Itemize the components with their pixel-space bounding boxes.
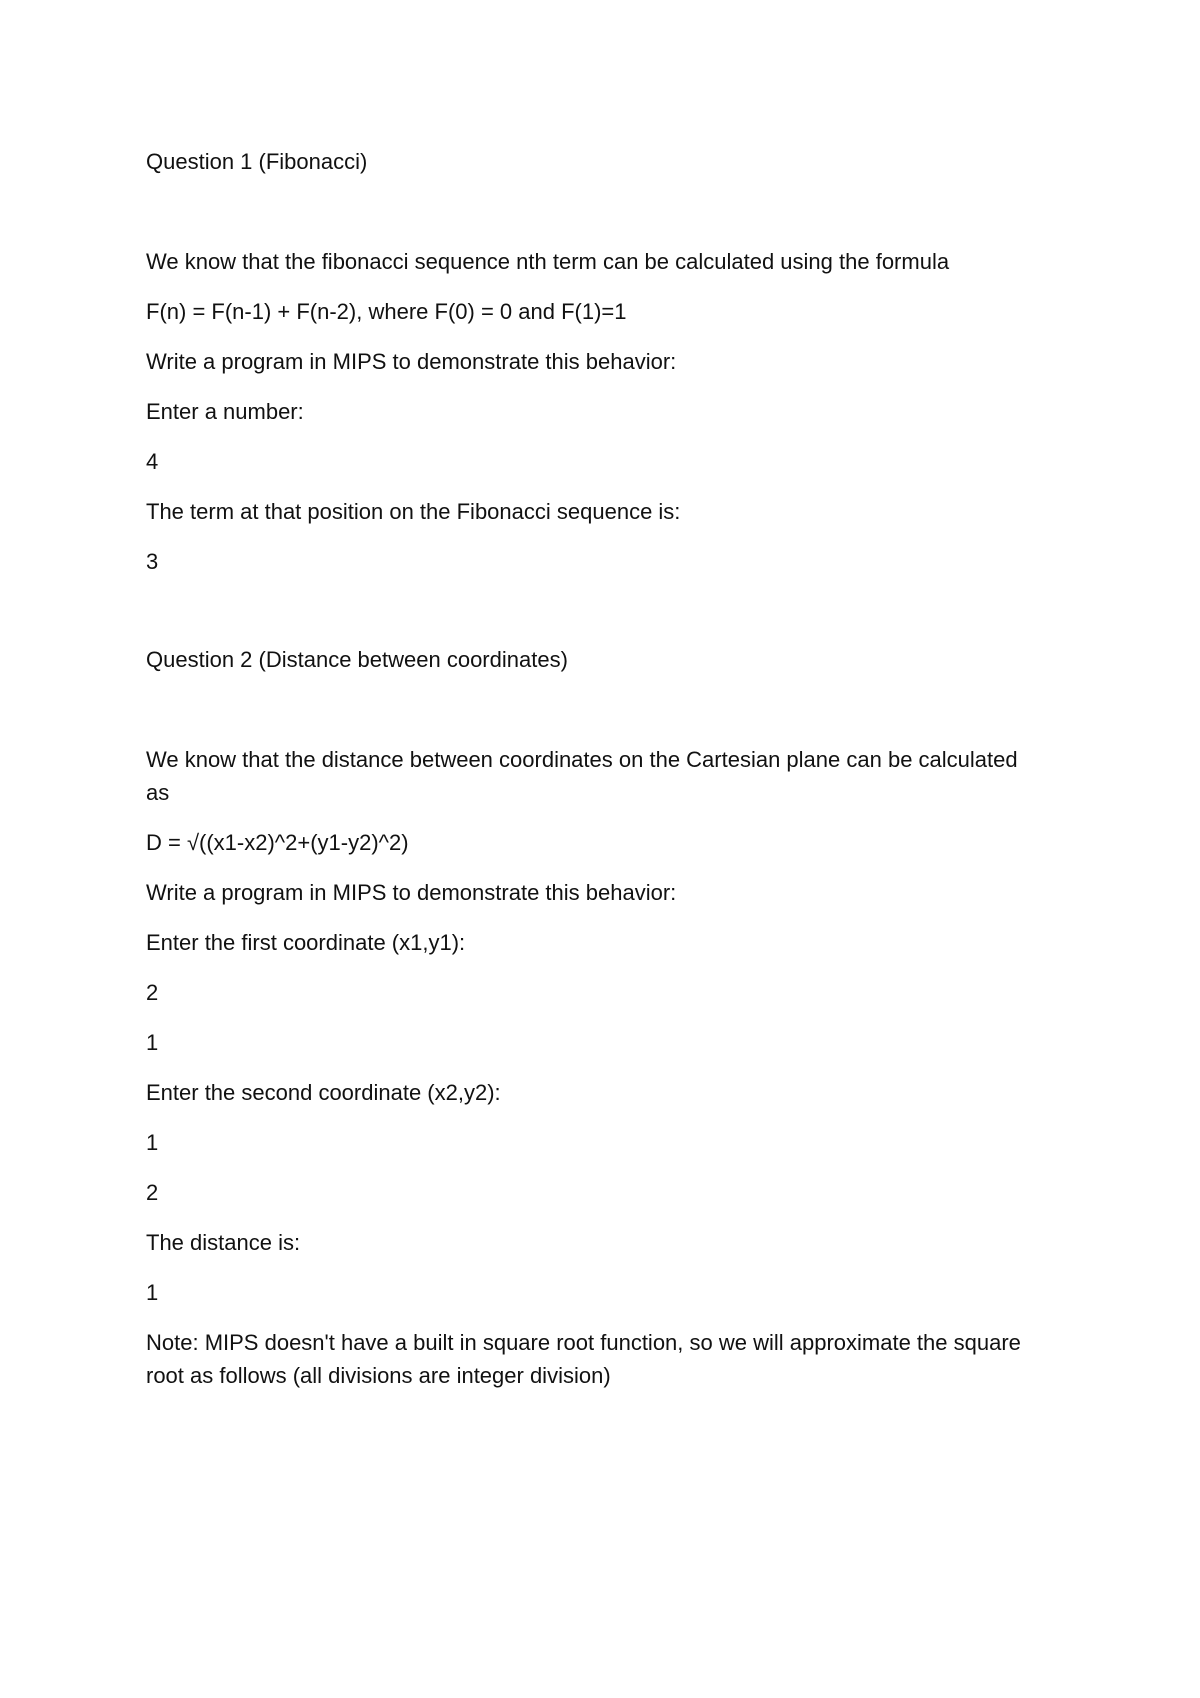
- q2-y2-value: 2: [146, 1180, 159, 1205]
- q2-x1-value: 2: [146, 980, 159, 1005]
- q2-prompt-first: Enter the first coordinate (x1,y1):: [146, 930, 466, 955]
- q2-note: Note: MIPS doesn't have a built in square root function, so we will approximate the square root as follows (all divisions are integer division): [146, 1330, 1021, 1388]
- q1-result-label: The term at that position on the Fibonacci sequence is:: [146, 499, 681, 524]
- q1-prompt: Enter a number:: [146, 399, 304, 424]
- q2-instruction: Write a program in MIPS to demonstrate this behavior:: [146, 880, 677, 905]
- q1-formula: F(n) = F(n-1) + F(n-2), where F(0) = 0 and F(1)=1: [146, 299, 627, 324]
- q1-input-value: 4: [146, 449, 159, 474]
- q1-result-value: 3: [146, 549, 159, 574]
- q2-y1-value: 1: [146, 1030, 159, 1055]
- q2-heading: Question 2 (Distance between coordinates): [146, 647, 568, 672]
- q2-x2-value: 1: [146, 1130, 159, 1155]
- q2-result-label: The distance is:: [146, 1230, 301, 1255]
- q1-instruction: Write a program in MIPS to demonstrate this behavior:: [146, 349, 677, 374]
- q2-intro: We know that the distance between coordinates on the Cartesian plane can be calculated as: [146, 747, 1018, 805]
- q2-prompt-second: Enter the second coordinate (x2,y2):: [146, 1080, 501, 1105]
- q1-heading: Question 1 (Fibonacci): [146, 149, 368, 174]
- q2-result-value: 1: [146, 1280, 159, 1305]
- q1-intro: We know that the fibonacci sequence nth term can be calculated using the formula: [146, 249, 950, 274]
- q2-formula: D = √((x1-x2)^2+(y1-y2)^2): [146, 830, 409, 855]
